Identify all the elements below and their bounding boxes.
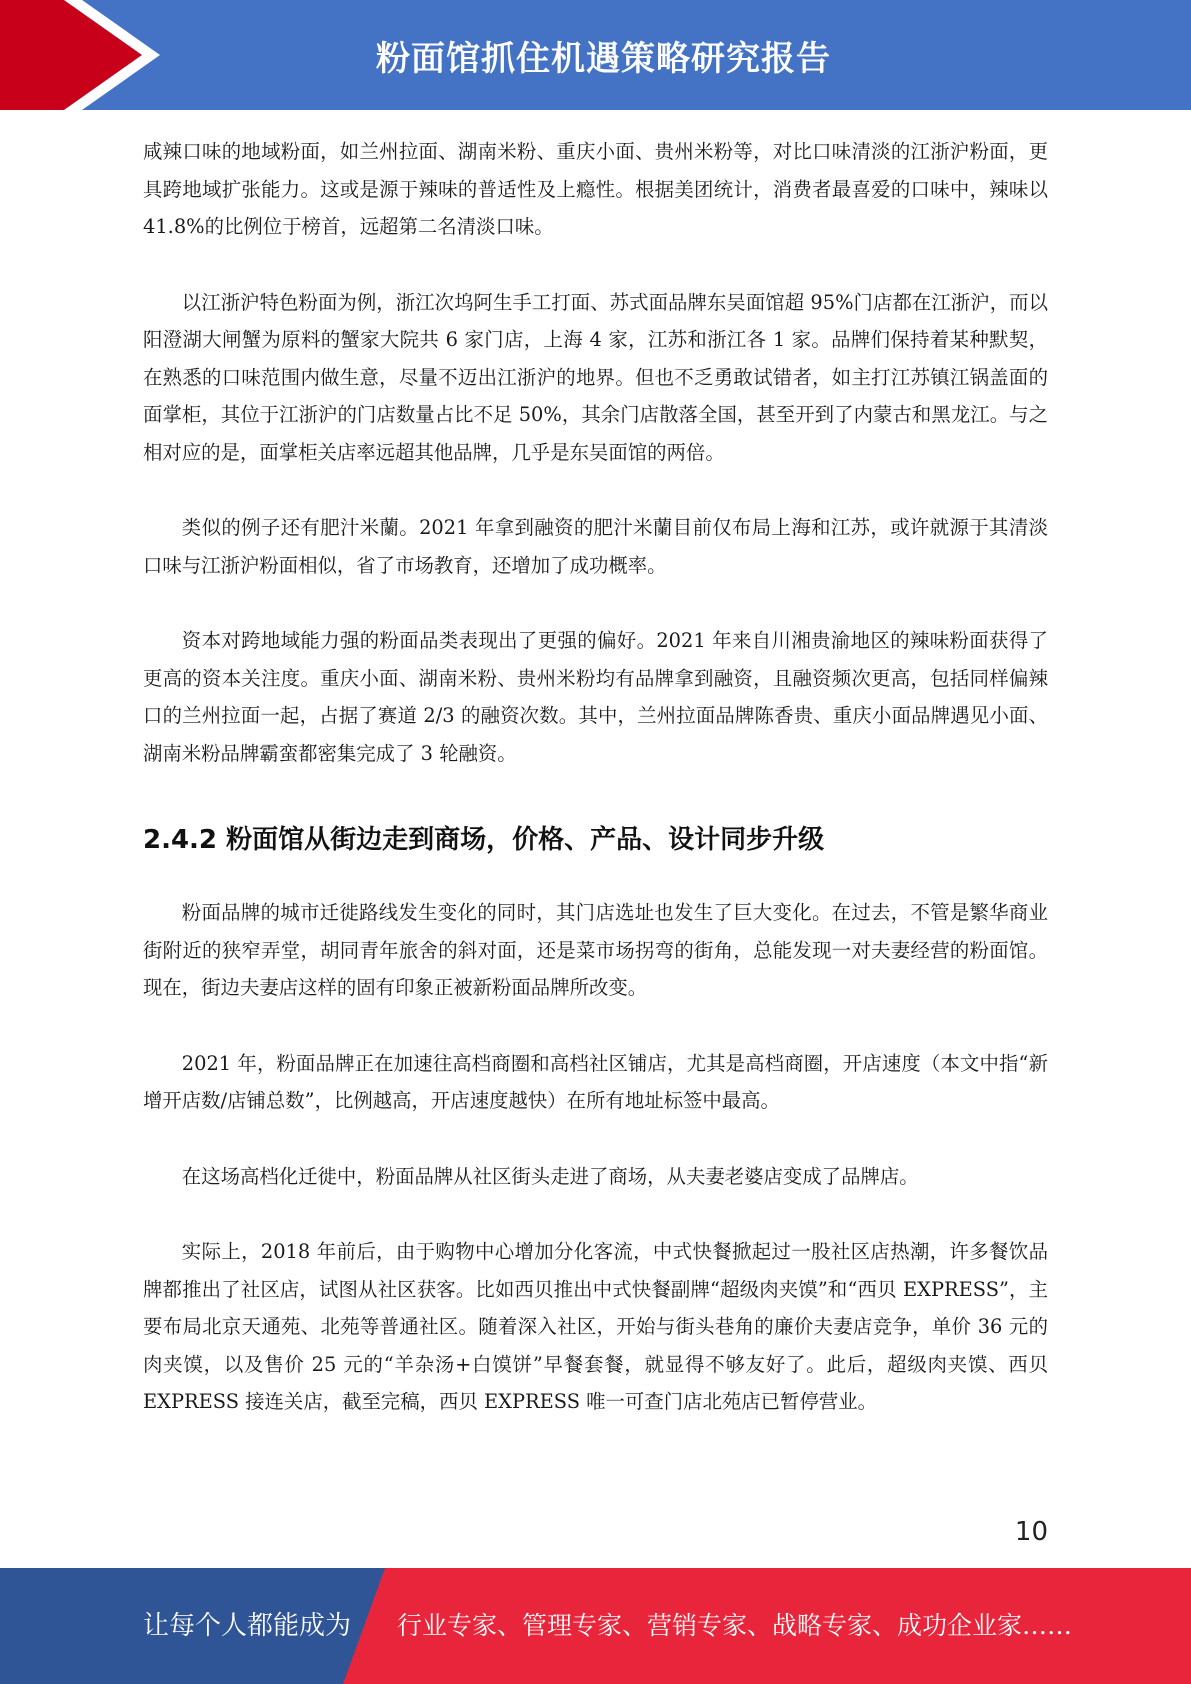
- page-number: 10: [1014, 1517, 1048, 1547]
- body-paragraph: 粉面品牌的城市迁徙路线发生变化的同时，其门店选址也发生了巨大变化。在过去，不管是繁华商业街附近的狭窄弄堂，胡同青年旅舍的斜对面，还是菜市场拐弯的街角，总能发现一对夫妻经营的粉面馆。现在，街边夫妻店这样的固有印象正被新粉面品牌所改变。: [143, 901, 1048, 999]
- body-paragraph: 咸辣口味的地域粉面，如兰州拉面、湖南米粉、重庆小面、贵州米粉等，对比口味清淡的江浙沪粉面，更具跨地域扩张能力。这或是源于辣味的普适性及上瘾性。根据美团统计，消费者最喜爱的口味中，辣味以 41.8%的比例位于榜首，远超第二名清淡口味。: [143, 140, 1048, 238]
- body-paragraph: 类似的例子还有肥汁米蘭。2021 年拿到融资的肥汁米蘭目前仅布局上海和江苏，或许就源于其清淡口味与江浙沪粉面相似，省了市场教育，还增加了成功概率。: [143, 516, 1048, 577]
- section-heading: 2.4.2 粉面馆从街边走到商场，价格、产品、设计同步升级: [143, 825, 825, 855]
- document-body: [143, 133, 1048, 1421]
- footer-slogan-right: 行业专家、管理专家、营销专家、战略专家、成功企业家……: [397, 1611, 1073, 1640]
- body-paragraph: 资本对跨地域能力强的粉面品类表现出了更强的偏好。2021 年来自川湘贵渝地区的辣味粉面获得了更高的资本关注度。重庆小面、湖南米粉、贵州米粉均有品牌拿到融资，且融资频次更高，包括同样偏辣口的兰州拉面一起，占据了赛道 2/3 的融资次数。其中，兰州拉面品牌陈香贵、重庆小面品牌遇见小面、湖南米粉品牌霸蛮都密集完成了 3 轮融资。: [143, 629, 1048, 765]
- footer-slogan-left: 让每个人都能成为: [143, 1611, 352, 1641]
- body-paragraph: 2021 年，粉面品牌正在加速往高档商圈和高档社区铺店，尤其是高档商圈，开店速度（本文中指“新增开店数/店铺总数”，比例越高，开店速度越快）在所有地址标签中最高。: [143, 1051, 1048, 1112]
- body-paragraph: 以江浙沪特色粉面为例，浙江次坞阿生手工打面、苏式面品牌东吴面馆超 95%门店都在江浙沪，而以阳澄湖大闸蟹为原料的蟹家大院共 6 家门店，上海 4 家，江苏和浙江各 1 家。品牌们保持着某种默契，在熟悉的口味范围内做生意，尽量不迈出江浙沪的地界。但也不乏勇敢试错者，如主打江苏镇江锅盖面的面掌柜，其位于江浙沪的门店数量占比不足 50%，其余门店散落全国，甚至开到了内蒙古和黑龙江。与之相对应的是，面掌柜关店率远超其他品牌，几乎是东吴面馆的两倍。: [143, 290, 1048, 464]
- page-header: [0, 0, 1191, 110]
- page-footer: [0, 1568, 1191, 1684]
- body-paragraph: 实际上，2018 年前后，由于购物中心增加分化客流，中式快餐掀起过一股社区店热潮，许多餐饮品牌都推出了社区店，试图从社区获客。比如西贝推出中式快餐副牌“超级肉夹馍”和“西贝 EXPRESS”，主要布局北京天通苑、北苑等普通社区。随着深入社区，开始与街头巷角的廉价夫妻店竞争，单价 36 元的肉夹馍，以及售价 25 元的“羊杂汤+白馍饼”早餐套餐，就显得不够友好了。此后，超级肉夹馍、西贝 EXPRESS 接连关店，截至完稿，西贝 EXPRESS 唯一可查门店北苑店已暂停营业。: [143, 1240, 1048, 1413]
- report-title: 粉面馆抓住机遇策略研究报告: [376, 38, 831, 79]
- body-paragraph: 在这场高档化迁徙中，粉面品牌从社区街头走进了商场，从夫妻老婆店变成了品牌店。: [181, 1164, 919, 1188]
